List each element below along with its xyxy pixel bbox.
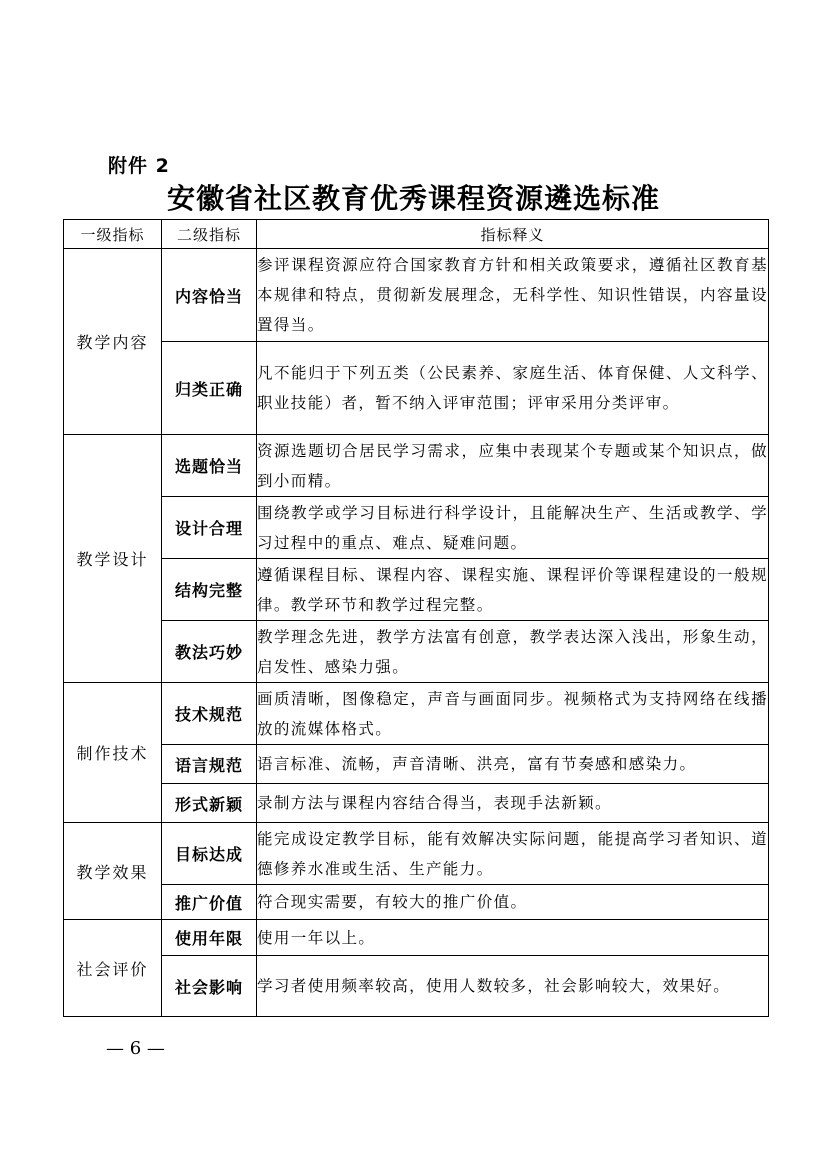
level2-cell: 目标达成: [162, 823, 257, 885]
page-number: — 6 —: [106, 1038, 165, 1059]
definition-cell: 遵循课程目标、课程内容、课程实施、课程评价等课程建设的一般规律。教学环节和教学过程完整。: [257, 559, 769, 621]
level2-cell: 归类正确: [162, 342, 257, 435]
definition-cell: 凡不能归于下列五类（公民素养、家庭生活、体育保健、人文科学、职业技能）者，暂不纳入评审范围；评审采用分类评审。: [257, 342, 769, 435]
header-definition: 指标释义: [257, 220, 769, 249]
level2-cell: 推广价值: [162, 885, 257, 920]
table-row: [64, 956, 769, 1017]
level2-cell: 技术规范: [162, 683, 257, 745]
level2-cell: 设计合理: [162, 497, 257, 559]
definition-cell: 学习者使用频率较高，使用人数较多，社会影响较大，效果好。: [257, 956, 769, 1017]
header-level1: 一级指标: [64, 220, 162, 249]
definition-cell: 画质清晰，图像稳定，声音与画面同步。视频格式为支持网络在线播放的流媒体格式。: [257, 683, 769, 745]
table-row: [64, 823, 769, 885]
criteria-table: [63, 219, 769, 1017]
definition-cell: 参评课程资源应符合国家教育方针和相关政策要求，遵循社区教育基本规律和特点，贯彻新发展理念，无科学性、知识性错误，内容量设置得当。: [257, 249, 769, 342]
level2-cell: 结构完整: [162, 559, 257, 621]
table-row: [64, 784, 769, 823]
table-row: [64, 920, 769, 956]
level2-cell: 社会影响: [162, 956, 257, 1017]
page-title: 安徽省社区教育优秀课程资源遴选标准: [166, 182, 660, 215]
level1-cell: 教学效果: [64, 823, 162, 920]
level1-cell: 社会评价: [64, 920, 162, 1017]
table-row: [64, 885, 769, 920]
definition-cell: 能完成设定教学目标，能有效解决实际问题，能提高学习者知识、道德修养水准或生活、生产能力。: [257, 823, 769, 885]
table-row: [64, 745, 769, 784]
level2-cell: 教法巧妙: [162, 621, 257, 683]
definition-cell: 教学理念先进，教学方法富有创意，教学表达深入浅出，形象生动，启发性、感染力强。: [257, 621, 769, 683]
level2-cell: 语言规范: [162, 745, 257, 784]
level1-cell: 制作技术: [64, 683, 162, 823]
header-level2: 二级指标: [162, 220, 257, 249]
attachment-label: 附件 2: [108, 155, 170, 177]
table-row: [64, 559, 769, 621]
table-row: [64, 497, 769, 559]
definition-cell: 资源选题切合居民学习需求，应集中表现某个专题或某个知识点，做到小而精。: [257, 435, 769, 497]
level2-cell: 内容恰当: [162, 249, 257, 342]
table-row: [64, 621, 769, 683]
table-row: [64, 342, 769, 435]
definition-cell: 围绕教学或学习目标进行科学设计，且能解决生产、生活或教学、学习过程中的重点、难点、疑难问题。: [257, 497, 769, 559]
table-row: [64, 435, 769, 497]
table-row: [64, 249, 769, 342]
level1-cell: 教学内容: [64, 249, 162, 435]
level2-cell: 形式新颖: [162, 784, 257, 823]
definition-cell: 使用一年以上。: [257, 920, 769, 956]
definition-cell: 录制方法与课程内容结合得当，表现手法新颖。: [257, 784, 769, 823]
level1-cell: 教学设计: [64, 435, 162, 683]
table-header-row: [64, 220, 769, 249]
level2-cell: 选题恰当: [162, 435, 257, 497]
table-row: [64, 683, 769, 745]
definition-cell: 语言标准、流畅，声音清晰、洪亮，富有节奏感和感染力。: [257, 745, 769, 784]
definition-cell: 符合现实需要，有较大的推广价值。: [257, 885, 769, 920]
level2-cell: 使用年限: [162, 920, 257, 956]
